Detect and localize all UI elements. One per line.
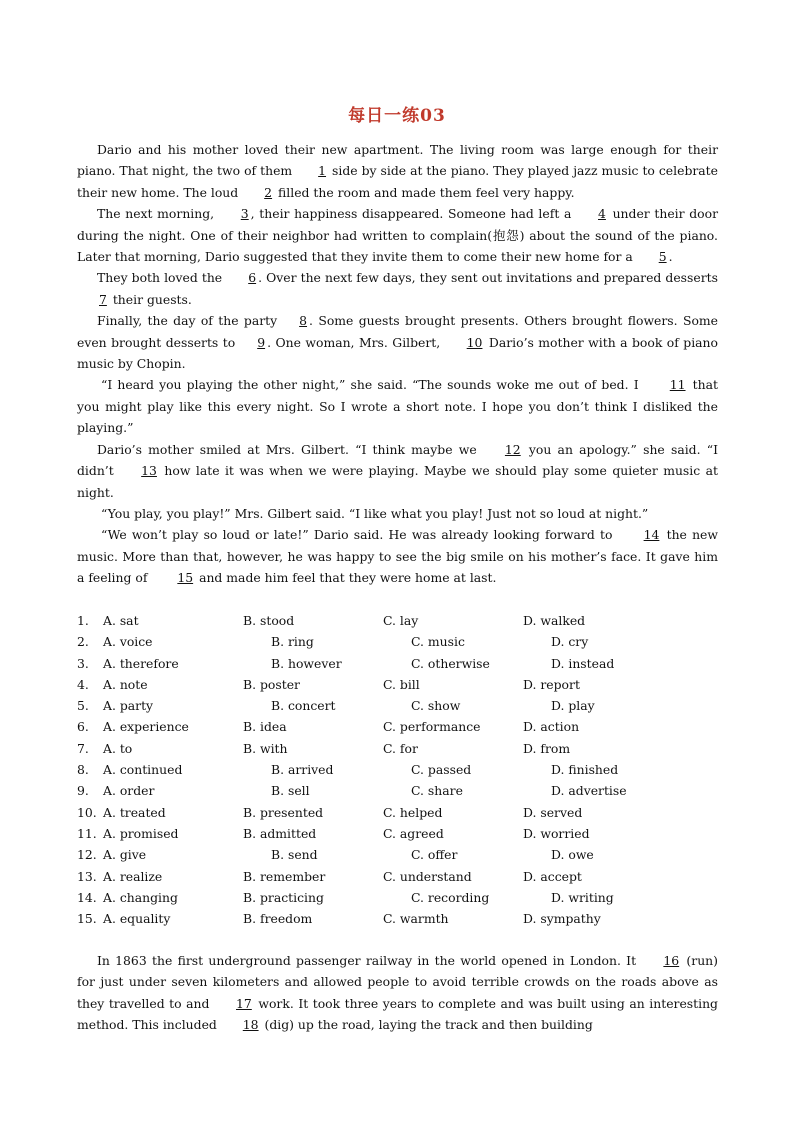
paragraph: “You play, you play!” Mrs. Gilbert said. “I like what you play! Just not so loud at night.” xyxy=(101,505,649,521)
option-d: D. sympathy xyxy=(523,911,601,927)
option-b: B. send xyxy=(271,847,318,863)
option-a: A. treated xyxy=(103,804,166,820)
option-c: C. for xyxy=(383,740,418,756)
option-b: B. arrived xyxy=(271,762,334,778)
option-c: C. share xyxy=(411,783,463,799)
paragraph: “I heard you playing the other night,” she said. “The sounds woke me out of bed. I 11 that you might play like this every night. So I wrote a short note. I hope you don’t think I disliked the playing.” xyxy=(77,374,718,438)
option-d: D. accept xyxy=(523,868,582,884)
blank-8: 8 xyxy=(299,313,308,329)
option-b: B. concert xyxy=(271,698,336,714)
option-row xyxy=(77,844,737,865)
option-a: A. promised xyxy=(103,825,179,841)
blank-10: 10 xyxy=(466,334,483,350)
option-c: C. passed xyxy=(411,762,472,778)
blank-18: 18 xyxy=(242,1017,259,1033)
option-row xyxy=(77,610,737,631)
option-a: A. realize xyxy=(103,868,163,884)
option-c: C. otherwise xyxy=(411,655,490,671)
option-row xyxy=(77,823,737,844)
option-row xyxy=(77,780,737,801)
blank-9: 9 xyxy=(257,334,266,350)
option-d: D. instead xyxy=(551,655,615,671)
question-number: 7. xyxy=(77,740,89,756)
option-b: B. remember xyxy=(243,868,326,884)
blank-2: 2 xyxy=(264,184,273,200)
option-b: B. sell xyxy=(271,783,310,799)
question-number: 12. xyxy=(77,847,97,863)
option-row xyxy=(77,908,737,929)
option-row xyxy=(77,674,737,695)
blank-7: 7 xyxy=(99,291,107,307)
option-a: A. give xyxy=(103,847,147,863)
option-c: C. music xyxy=(411,634,465,650)
paragraph: The next morning, 3 , their happiness disappeared. Someone had left a 4 under their door during the night. One of their neighbor had written to complain(抱怨) about the sound of the piano. Later that morning, Dario suggested that they invite them to come their new home for a 5 . xyxy=(77,203,718,267)
option-d: D. report xyxy=(523,676,580,692)
question-number: 10. xyxy=(77,804,97,820)
paragraph: Dario and his mother loved their new apartment. The living room was large enough for their piano. That night, the two of them 1 side by side at the piano. They played jazz music to celebrate their new home. The loud 2 filled the room and made them feel very happy. xyxy=(77,139,718,203)
option-d: D. finished xyxy=(551,762,619,778)
option-d: D. served xyxy=(523,804,583,820)
option-d: D. owe xyxy=(551,847,594,863)
option-b: B. ring xyxy=(271,634,314,650)
blank-15: 15 xyxy=(177,570,194,586)
option-row xyxy=(77,802,737,823)
option-c: C. show xyxy=(411,698,461,714)
question-number: 14. xyxy=(77,889,97,905)
option-row xyxy=(77,695,737,716)
blank-6: 6 xyxy=(248,270,257,286)
paragraph: Finally, the day of the party 8 . Some guests brought presents. Others brought flowers. Some even brought desserts to 9 . One woman, Mrs. Gilbert, 10 Dario’s mother with a book of piano music by Chopin. xyxy=(77,310,718,374)
option-a: A. sat xyxy=(103,613,139,628)
grammar-passage xyxy=(77,950,718,1036)
paragraph: Dario’s mother smiled at Mrs. Gilbert. “I think maybe we 12 you an apology.” she said. “I didn’t 13 how late it was when we were playing. Maybe we should play some quieter music at night. xyxy=(77,439,718,503)
option-b: B. stood xyxy=(243,613,295,628)
option-b: B. idea xyxy=(243,719,287,735)
option-d: D. worried xyxy=(523,825,590,841)
option-d: D. cry xyxy=(551,634,589,650)
options-list xyxy=(77,610,737,929)
blank-1: 1 xyxy=(318,163,327,179)
option-b: B. practicing xyxy=(243,889,324,905)
option-row xyxy=(77,866,737,887)
option-d: D. from xyxy=(523,740,571,756)
option-b: B. presented xyxy=(243,804,324,820)
option-a: A. party xyxy=(103,698,154,714)
question-number: 2. xyxy=(77,634,89,650)
option-c: C. performance xyxy=(383,719,481,735)
option-d: D. writing xyxy=(551,889,614,905)
option-c: C. lay xyxy=(383,613,419,628)
option-b: B. with xyxy=(243,740,288,756)
option-d: D. walked xyxy=(523,613,586,628)
question-number: 8. xyxy=(77,762,89,778)
option-row xyxy=(77,653,737,674)
option-b: B. however xyxy=(271,655,342,671)
option-row xyxy=(77,631,737,652)
paragraph: They both loved the 6 . Over the next few days, they sent out invitations and prepared desserts 7 their guests. xyxy=(77,267,718,310)
option-c: C. offer xyxy=(411,847,458,863)
option-a: A. experience xyxy=(103,719,189,735)
blank-4: 4 xyxy=(598,206,606,222)
blank-16: 16 xyxy=(663,953,680,968)
option-b: B. admitted xyxy=(243,825,317,841)
question-number: 1. xyxy=(77,613,89,628)
page-title: 每日一练03 xyxy=(348,106,446,126)
option-c: C. bill xyxy=(383,676,420,692)
option-d: D. action xyxy=(523,719,580,735)
option-row xyxy=(77,738,737,759)
option-c: C. warmth xyxy=(383,911,449,927)
paragraph: In 1863 the first underground passenger railway in the world opened in London. It 16 (run) for just under seven kilometers and allowed people to avoid terrible crowds on the roads above as they travelled to and 17 work. It took three years to complete and was built using an interesting method. This included 18 (dig) up the road, laying the track and then building xyxy=(77,950,718,1036)
blank-5: 5 xyxy=(658,249,667,265)
option-a: A. to xyxy=(103,740,133,756)
option-c: C. agreed xyxy=(383,825,444,841)
blank-17: 17 xyxy=(236,995,252,1011)
option-a: A. order xyxy=(103,783,155,799)
option-d: D. advertise xyxy=(551,783,627,799)
option-b: B. freedom xyxy=(243,911,313,927)
question-number: 3. xyxy=(77,655,89,671)
question-number: 15. xyxy=(77,911,97,927)
option-a: A. therefore xyxy=(103,655,179,671)
blank-12: 12 xyxy=(504,441,521,457)
option-d: D. play xyxy=(551,698,595,714)
option-row xyxy=(77,759,737,780)
option-row xyxy=(77,716,737,737)
question-number: 5. xyxy=(77,698,89,714)
option-c: C. recording xyxy=(411,889,490,905)
question-number: 4. xyxy=(77,676,89,692)
question-number: 9. xyxy=(77,783,89,799)
option-a: A. changing xyxy=(103,889,178,905)
option-a: A. voice xyxy=(103,634,153,650)
option-row xyxy=(77,887,737,908)
option-a: A. note xyxy=(103,676,148,692)
blank-13: 13 xyxy=(141,463,157,479)
option-b: B. poster xyxy=(243,676,300,692)
question-number: 11. xyxy=(77,825,97,841)
option-c: C. helped xyxy=(383,804,443,820)
blank-14: 14 xyxy=(643,527,660,543)
blank-3: 3 xyxy=(240,206,249,222)
question-number: 6. xyxy=(77,719,89,735)
option-a: A. continued xyxy=(103,762,183,778)
paragraph: “We won’t play so loud or late!” Dario said. He was already looking forward to 14 the new music. More than that, however, he was happy to see the big smile on his mother’s face. It gave him a feeling of 15 and made him feel that they were home at last. xyxy=(77,524,718,588)
option-a: A. equality xyxy=(103,911,171,927)
blank-11: 11 xyxy=(669,377,686,393)
option-c: C. understand xyxy=(383,868,472,884)
cloze-passage xyxy=(77,139,718,589)
question-number: 13. xyxy=(77,868,97,884)
